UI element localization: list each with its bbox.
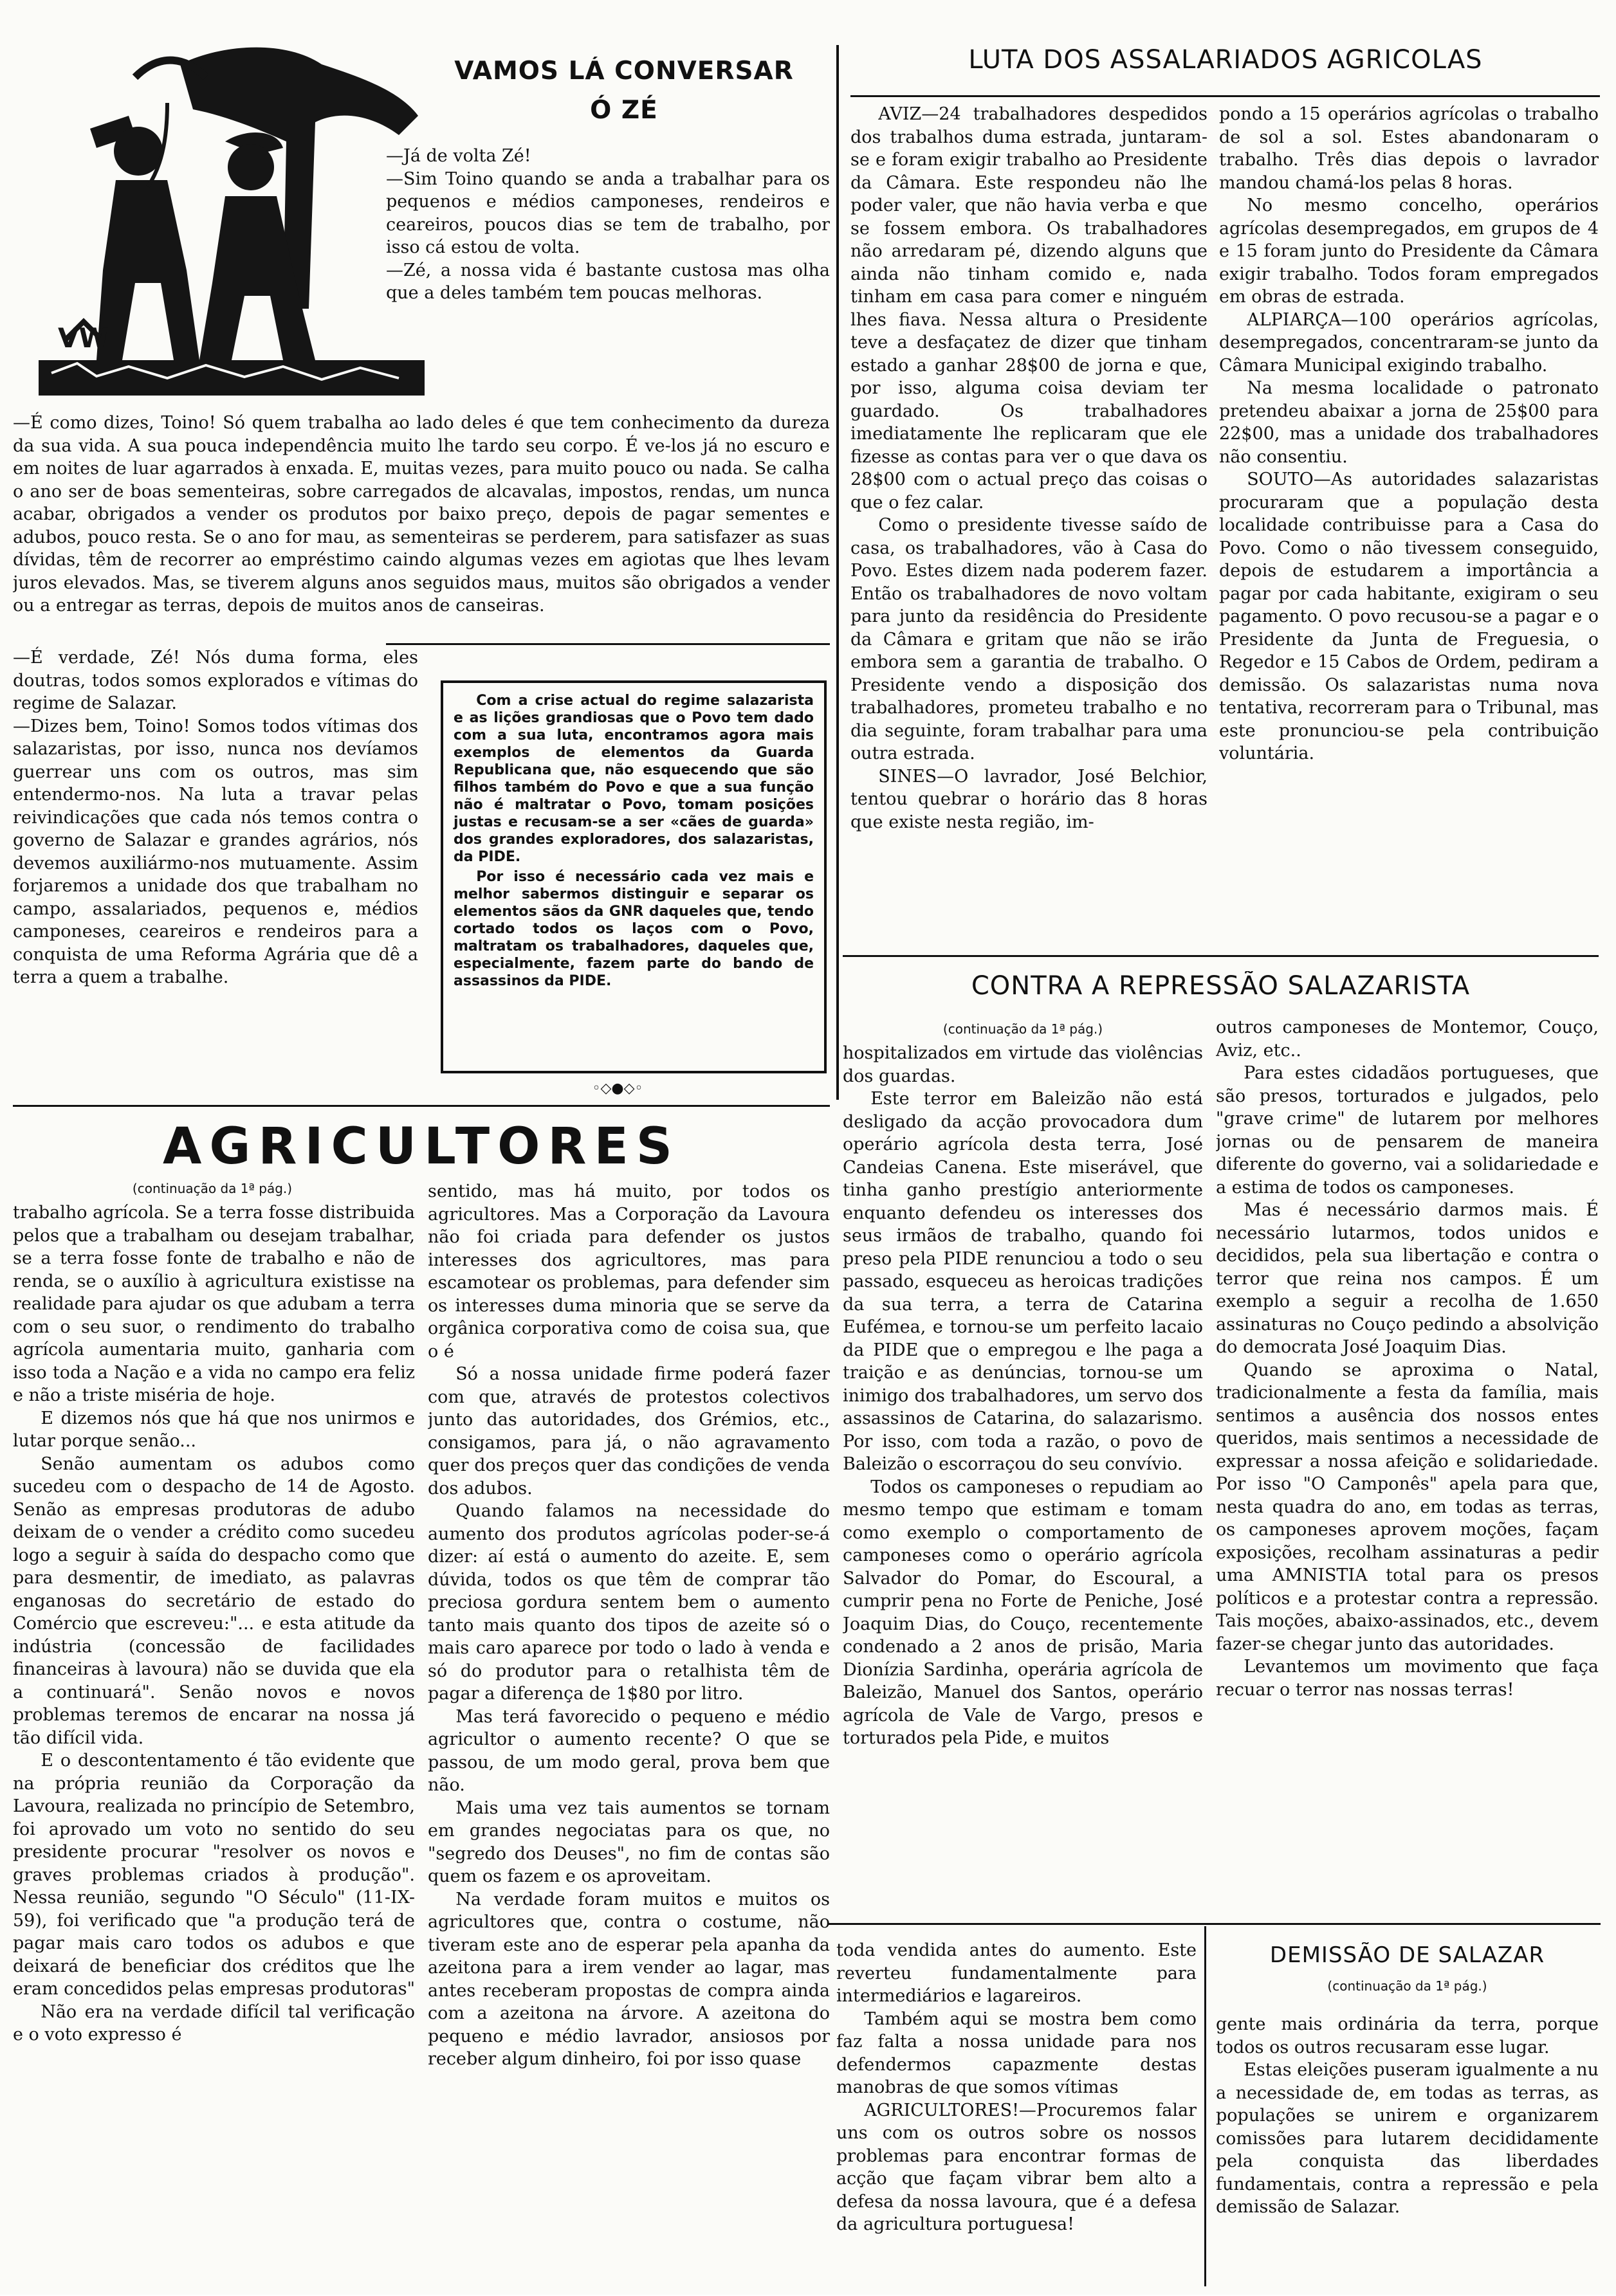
repressao-header bbox=[843, 971, 1599, 1001]
luta-paragraph: Como o presidente tivesse saído de casa, os trabalhadores, vão à Casa do Povo. Estes dizem nada poderem fazer. Então os trabalhadores de novo voltam para junto da residência do Presidente da Câmara e gritam que não se irão embora sem a garantia de trabalho. O Presidente vendo a disposição dos trabalhadores, prometeu trabalho e no dia seguinte, foram trabalhar para uma outra estrada. bbox=[850, 515, 1207, 763]
agricultores-paragraph: Mais uma vez tais aumentos se tornam em grandes negociatas para os que, no "segredo dos Deuses", no fim de contas são quem os fazem e os aproveitam. bbox=[428, 1798, 830, 1886]
luta-paragraph: SOUTO—As autoridades salazaristas procuraram que a população desta localidade contribuisse para a Casa do Povo. Como o não tivessem conseguido, depois de estudarem a importância a pagar por cada habitante, exigiram o seu pagamento. O povo recusou-se a pagar e o Presidente da Junta de Freguesia, o Regedor e 15 Cabos de Ordem, pediram a demissão. Os salazaristas numa nova tentativa, recorreram para o Tribunal, mas este pronunciou-se pela contribuição voluntária. bbox=[1219, 469, 1599, 763]
agricultores-paragraph: Também aqui se mostra bem como faz falta a nossa unidade para nos defendermos capazmente destas manobras de que somos vítimas bbox=[836, 2009, 1197, 2097]
agricultores-header bbox=[13, 1118, 830, 1176]
agricultores-paragraph: Só a nossa unidade firme poderá fazer com que, através de protestos colectivos junto das autoridades, dos Grémios, etc., consigamos, para já, o não agravamento quer dos preços quer das condições de venda dos adubos. bbox=[428, 1364, 830, 1499]
luta-header bbox=[849, 45, 1602, 75]
agricultores-paragraph: trabalho agrícola. Se a terra fosse distribuida pelos que a trabalham ou desejam trabalhar, se a terra fosse fonte de trabalho e não de renda, se o auxílio à agricultura existisse na realidade para ajudar os que adubam a terra com o seu suor, o rendimento do trabalho agrícola aumentaria muito, ganharia com isso toda a Nação e a vida no campo era feliz e não a triste miséria de hoje. bbox=[13, 1203, 415, 1405]
salazar-header bbox=[1216, 1942, 1599, 1998]
luta-paragraph: Na mesma localidade o patronato pretendeu abaixar a jorna de 25$00 para 22$00, mas a unidade dos trabalhadores não consentiu. bbox=[1219, 378, 1599, 467]
repressao-paragraph: Todos os camponeses o repudiam ao mesmo tempo que estimam e tomam como exemplo o comportamento de camponeses como o operário agrícola Salvador do Pomar, do Escoural, a cumprir pena no Forte de Peniche, José Joaquim Dias, do Couço, recentemente condenado a 2 anos de prisão, Maria Dionízia Sardinha, operária agrícola de Baleizão, Manuel dos Santos, operário agrícola de Vale de Vargo, presos e torturados pela Pide, e muitos bbox=[843, 1477, 1203, 1748]
repressao-paragraph: hospitalizados em virtude das violências dos guardas. bbox=[843, 1043, 1203, 1086]
ze-dialogue-left bbox=[13, 646, 418, 1097]
repressao-continuation-wrap bbox=[843, 1021, 1203, 1037]
ze-paragraph: —Dizes bem, Toino! Somos todos vítimas dos salazaristas, por isso, nunca nos devíamos guerrear uns com os outros, mas sim entendermo-nos. Na luta a travar pelas reivindicações que cada nós temos contra o governo de Salazar e grandes agrários, nós devemos auxiliármo-nos mutuamente. Assim forjaremos a unidade dos que trabalham no campo, assalariados, pequenos e, médios camponeses, ceareiros e rendeiros para a conquista de uma Reforma Agrária que dê a terra a quem a trabalhe. bbox=[13, 716, 418, 987]
repressao-paragraph: Mas é necessário darmos mais. É necessário lutarmos, todos unidos e decididos, pela sua libertação e contra o terror que reina nos campos. É um exemplo a seguir a recolha de 1.650 assinaturas no Couço pedindo a absolvição do democrata José Joaquim Dias. bbox=[1216, 1200, 1599, 1357]
repressao-title: CONTRA A REPRESSÃO SALAZARISTA bbox=[971, 971, 1471, 1001]
ze-paragraph: —Sim Toino quando se anda a trabalhar para os pequenos e médios camponeses, rendeiros e ceareiros, poucos dias se tem de trabalho, por isso cá estou de volta. bbox=[386, 169, 830, 257]
ze-title-line1: VAMOS LÁ CONVERSAR bbox=[454, 57, 794, 86]
luta-column-2 bbox=[1219, 103, 1599, 952]
agricultores-paragraph: Na verdade foram muitos e muitos os agricultores que, contra o costume, não tiveram este ano de esperar pela apanha da azeitona para a irem vender ao lagar, mas antes receberam propostas de compra ainda com a azeitona na árvore. A azeitona do pequeno e médio lavrador, ansiosos por receber algum dinheiro, foi por isso quase bbox=[428, 1889, 830, 2069]
salazar-title: DEMISSÃO DE SALAZAR bbox=[1269, 1942, 1545, 1968]
repressao-column-1 bbox=[843, 1042, 1203, 1904]
ze-dialogue-wide bbox=[13, 412, 830, 643]
svg-text:VW: VW bbox=[58, 322, 109, 354]
rule-above-agricultores bbox=[13, 1105, 830, 1107]
ornament-divider: ◦◇●◇◦ bbox=[592, 1080, 643, 1097]
agricultores-paragraph: Senão aumentam os adubos como sucedeu com o despacho de 14 de Agosto. Senão as empresas produtoras de adubo deixam de o vender a crédito como sucedeu logo a seguir à saída do despacho como que para desmentir, de imediato, as palavras enganosas do secretário de estado do Comércio que escreveu:"... e esta atitude da indústria (concessão de facilidades financeiras à lavoura) não se duvida que ela a continuará". Senão novos e novos problemas teremos de encarar na nossa já tão difícil vida. bbox=[13, 1453, 415, 1748]
agricultores-continuation: (continuação da 1ª pág.) bbox=[132, 1181, 293, 1196]
ze-paragraph: —Já de volta Zé! bbox=[386, 146, 531, 166]
ze-paragraph: —Zé, a nossa vida é bastante custosa mas olha que a deles também tem poucas melhoras. bbox=[386, 260, 830, 303]
rule-above-bottom-section bbox=[829, 1923, 1601, 1925]
rule-under-luta-title bbox=[850, 95, 1600, 97]
ze-title-line2: Ó ZÉ bbox=[590, 96, 658, 125]
gnr-notice-paragraph: Por isso é necessário cada vez mais e melhor sabermos distinguir e separar os elementos sãos da GNR daqueles que, tendo cortado todos os laços com o Povo, maltratam os trabalhadores, daqueles que, especialmente, fazem parte do bando de assassinos da PIDE. bbox=[454, 869, 814, 989]
salazar-continuation: (continuação da 1ª pág.) bbox=[1327, 1978, 1487, 1994]
luta-title: LUTA DOS ASSALARIADOS AGRICOLAS bbox=[968, 45, 1483, 75]
rule-above-repressao bbox=[843, 955, 1599, 957]
ze-dialogue-top bbox=[386, 145, 830, 415]
agricultores-paragraph: Quando falamos na necessidade do aumento dos produtos agrícolas poder-se-á dizer: aí está o aumento do azeite. E, sem dúvida, todos os que têm de comprar tão preciosa gordura sentem bem o aumento tanto mais quanto dos tipos de azeite só o mais caro aparece por todo o lado à venda e só do produtor para o retalhista têm de pagar a diferença de 1$80 por litro. bbox=[428, 1501, 830, 1704]
salazar-paragraph: gente mais ordinária da terra, porque todos os outros recusaram esse lugar. bbox=[1216, 2014, 1599, 2057]
rule-under-ze-dialogue bbox=[386, 643, 830, 645]
agricultores-continuation-wrap bbox=[13, 1181, 412, 1196]
repressao-column-2 bbox=[1216, 1016, 1599, 1913]
agricultores-title: AGRICULTORES bbox=[163, 1118, 680, 1176]
column-rule-salazar bbox=[1204, 1926, 1206, 2286]
repressao-paragraph: Levantemos um movimento que faça recuar o terror nas nossas terras! bbox=[1216, 1657, 1599, 1700]
agricultores-column-2 bbox=[428, 1180, 830, 2290]
agricultores-paragraph: AGRICULTORES!—Procuremos falar uns com os outros sobre os nossos problemas para encontrar formas de acção que façam vibrar bem alto a defesa da nossa lavoura, que é a defesa da agricultura portuguesa! bbox=[836, 2100, 1197, 2234]
agricultores-paragraph: toda vendida antes do aumento. Este reverteu fundamentalmente para intermediários e lagareiros. bbox=[836, 1940, 1197, 2006]
woodcut-illustration bbox=[39, 39, 425, 396]
ze-paragraph: —É como dizes, Toino! Só quem trabalha ao lado deles é que tem conhecimento da dureza da sua vida. A sua pouca independência muito lhe tardo seu corpo. É ve-los já no escuro e em noites de luar agarrados à enxada. E, muitas vezes, para muito pouco ou nada. Se calha o ano ser de boas sementeiras, sobre carregados de alcavalas, impostos, rendas, um nunca acabar, obrigados a vender os produtos por baixo preço, depois de pagar sementes e adubos, pouco resta. Se o ano for mau, as sementeiras se perderem, para satisfazer as suas dívidas, têm de recorrer ao empréstimo caindo algumas vezes em agiotas que lhes levam juros elevados. Mas, se tiverem alguns anos seguidos maus, muitos são obrigados a vender ou a entregar as terras, depois de muitos anos de canseiras. bbox=[13, 413, 830, 615]
repressao-continuation: (continuação da 1ª pág.) bbox=[942, 1021, 1103, 1037]
agricultores-paragraph: Mas terá favorecido o pequeno e médio agricultor o aumento recente? O que se passou, de um modo geral, prova bem que não. bbox=[428, 1706, 830, 1795]
agricultores-paragraph: Não era na verdade difícil tal verificação e o voto expresso é bbox=[13, 2001, 415, 2045]
salazar-body bbox=[1216, 2013, 1599, 2290]
luta-column-1 bbox=[850, 103, 1207, 952]
repressao-paragraph: Este terror em Baleizão não está desligado da acção provocadora dum operário agrícola desta terra, José Candeias Canena. Este miserável, que tinha ganho prestígio anteriormente enquanto defendeu os interesses dos seus irmãos de trabalho, quando foi preso pela PIDE renunciou a todo o seu passado, esqueceu as heroicas tradições da sua terra, a terra de Catarina Eufémea, e tornou-se um perfeito lacaio da PIDE que o empregou e lhe paga a traição e as denúncias, tornou-se um inimigo dos trabalhadores, um servo dos assassinos de Catarina, do salazarismo. Por isso, com toda a razão, o povo de Baleizão o escorraçou do seu convívio. bbox=[843, 1089, 1203, 1474]
agricultores-paragraph: E o descontentamento é tão evidente que na própria reunião da Corporação da Lavoura, realizada no princípio de Setembro, foi aprovado um voto no sentido do seu presidente procurar "resolver os novos e graves problemas criados à produção". Nessa reunião, segundo "O Século" (11-IX-59), foi verificado que "a produção terá de pagar mais caro todos os adubos e que deixará de beneficiar dos créditos que lhe eram concedidos pelas empresas produtoras" bbox=[13, 1751, 415, 1999]
column-rule-center-top bbox=[836, 45, 839, 1100]
luta-paragraph: pondo a 15 operários agrícolas o trabalho de sol a sol. Estes abandonaram o trabalho. Três dias depois o lavrador mandou chamá-los pelas 8 horas. bbox=[1219, 104, 1599, 193]
agricultores-paragraph: sentido, mas há muito, por todos os agricultores. Mas a Corporação da Lavoura não foi criada para defender os justos interesses dos agricultores, mas para escamotear os problemas, para defender sim os interesses duma minoria que se serve da orgânica corporativa como de coisa sua, que o é bbox=[428, 1181, 830, 1362]
agricultores-column-3 bbox=[836, 1939, 1197, 2290]
repressao-paragraph: outros camponeses de Montemor, Couço, Aviz, etc.. bbox=[1216, 1017, 1599, 1061]
luta-paragraph: ALPIARÇA—100 operários agrícolas, desempregados, concentraram-se junto da Câmara Municipal exigindo trabalho. bbox=[1219, 309, 1599, 376]
agricultores-column-1 bbox=[13, 1201, 415, 2288]
agricultores-paragraph: E dizemos nós que há que nos unirmos e lutar porque senão... bbox=[13, 1408, 415, 1451]
salazar-paragraph: Estas eleições puseram igualmente a nu a necessidade de, em todas as terras, as populações se unirem e organizarem comissões para lutarem decididamente pela conquista das liberdades fundamentais, contra a repressão e pela demissão de Salazar. bbox=[1216, 2060, 1599, 2217]
luta-paragraph: No mesmo concelho, operários agrícolas desempregados, em grupos de 4 e 15 foram junto do Presidente da Câmara exigir trabalho. Todos foram empregados em obras de estrada. bbox=[1219, 196, 1599, 307]
luta-paragraph: AVIZ—24 trabalhadores despedidos dos trabalhos duma estrada, juntaram-se e foram exigir trabalho ao Presidente da Câmara. Este respondeu não lhe poder valer, que não havia verba e que se fossem embora. Os trabalhadores não arredaram pé, dizendo alguns que ainda não tinham comido e, nada tinham em casa para comer e ninguém lhes fiava. Nessa altura o Presidente teve a desfaçatez de dizer que tinham estado a ganhar 28$00 de jorna e que, por isso, alguma coisa deviam ter guardado. Os trabalhadores imediatamente lhe replicaram que ele fizesse as contas para ver o que dava os 28$00 com o actual preço das coisas o que o fez calar. bbox=[850, 104, 1207, 513]
ze-paragraph: —É verdade, Zé! Nós duma forma, eles doutras, todos somos explorados e vítimas do regime de Salazar. bbox=[13, 648, 418, 713]
repressao-paragraph: Para estes cidadãos portugueses, que são presos, torturados e julgados, pelo "grave crime" de lutarem por melhores jornas ou de pensarem de maneira diferente do governo, vai a solidariedade e a estima de todos os camponeses. bbox=[1216, 1063, 1599, 1198]
ze-title-block bbox=[425, 57, 823, 125]
gnr-notice-paragraph: Com a crise actual do regime salazarista e as lições grandiosas que o Povo tem dado com a sua luta, encontramos agora mais exemplos de elementos da Guarda Republicana que, não esquecendo que são filhos também do Povo e que a sua função não é maltratar o Povo, tomam posições justas e recusam-se a ser «cães de guarda» dos grandes exploradores, dos salazaristas, da PIDE. bbox=[454, 693, 814, 865]
luta-paragraph: SINES—O lavrador, José Belchior, tentou quebrar o horário das 8 horas que existe nesta região, im- bbox=[850, 766, 1207, 832]
repressao-paragraph: Quando se aproxima o Natal, tradicionalmente a festa da família, mais sentimos a ausência dos nossos entes queridos, mais sentimos a necessidade de expressar a nossa afeição e solidariedade. Por isso "O Camponês" apela para que, nesta quadra do ano, em todas as terras, os camponeses aprovem moções, façam exposições, recolham assinaturas a pedir uma AMNISTIA total para os presos políticos e a protestar contra a repressão. Tais moções, abaixo-assinados, etc., devem fazer-se chegar junto das autoridades. bbox=[1216, 1360, 1599, 1654]
gnr-notice-box bbox=[441, 680, 827, 1073]
